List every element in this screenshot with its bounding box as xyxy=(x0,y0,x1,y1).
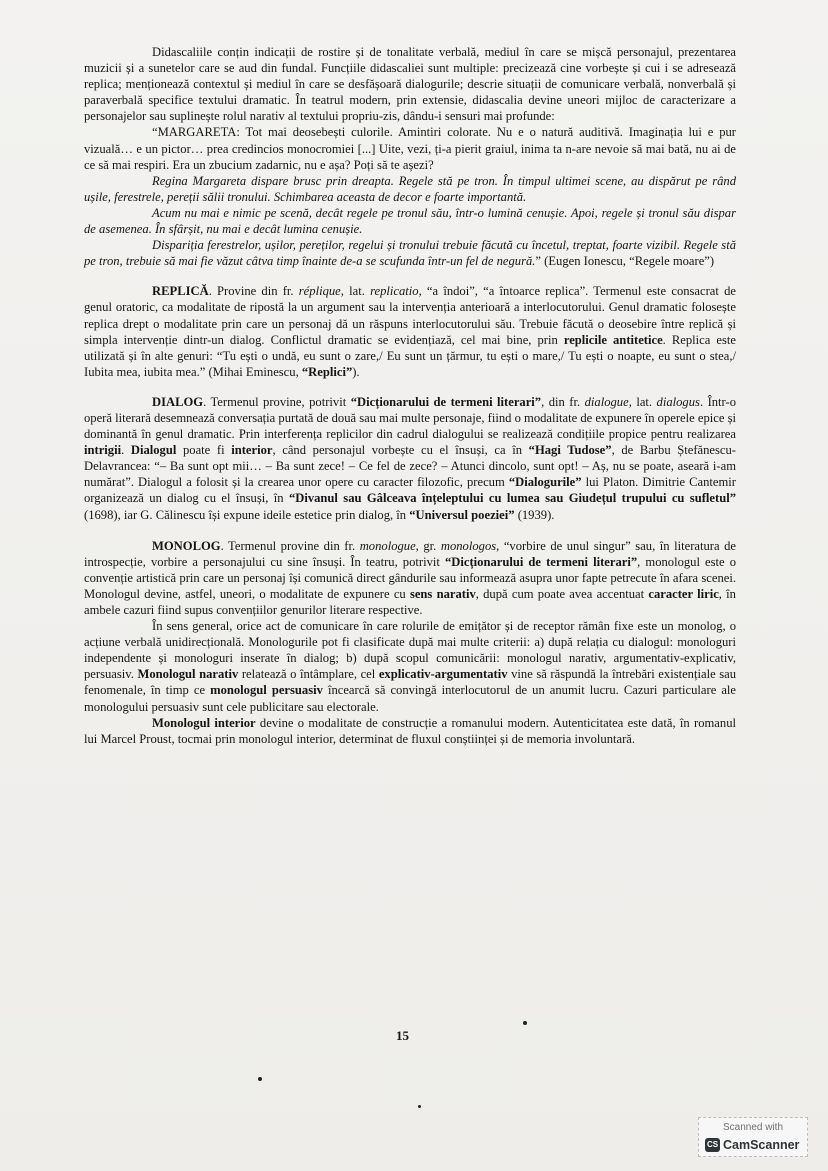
paragraph-sens-general xyxy=(84,618,736,715)
monolog-etymology-1: monologue xyxy=(359,538,416,553)
paragraph-didascalii: Didascaliile conțin indicații de rostire și de tonalitate verbală, mediul în care se mișcă personajul, prezentarea muzicii și a sunetelor care se aud din fundal. Funcțiile didascaliei sunt multiple: precizează cine vorbește și cui i se adresează replica; menționează contextul și mediul în care se desfășoară dialogurile; descrie situații de comunicare verbală, nonverbală și paraverbală specifice textului dramatic. În teatrul modern, prin extensie, didascalia devine uneori mijloc de caracterizare a personajelor sau suplinește rolul narativ al textului propriu-zis, dându-i sensuri mai profunde: xyxy=(84,45,736,124)
term-monolog: MONOLOG xyxy=(152,538,221,553)
scanner-brand-name: CamScanner xyxy=(723,1138,800,1152)
dialog-bold-8: “Universul poeziei” xyxy=(409,507,515,522)
dialog-text-5: . xyxy=(121,443,131,458)
dialog-text-8: , de Barbu Ștefănescu-Delavrancea: “– Ba sunt opt mii… – Ba sunt zece! – Ce fel de zece? – Atunci dincolo, sunt opt! – Aș, nu se poate, aseară i-am numărat”. Dialogul a folosit și la crearea unor opere cu caracter filozofic, precum xyxy=(84,443,736,490)
monolog-interior-text-1: devine o modalitate de construcție a romanului modern. Autenticitatea este dată, în romanul lui Marcel Proust, tocmai prin monologul interior, determinat de fluxul conștiinței și de memoria involuntară. xyxy=(84,715,736,746)
page-text xyxy=(84,44,736,747)
sens-general-bold-3: monologul persuasiv xyxy=(210,683,323,698)
replica-text-3: , “a îndoi”, “a întoarce replica”. Termenul este consacrat de genul oratoric, ca modalitate de ripostă la un argument sau la intervenția anterioară a interlocutorului. Genul dramatic folosește replica drept o modalitate prin care un personaj dă un răspuns interlocutorului său. Trebuie făcută o deosebire între replică și simpla intervenție dintr-un dialog. Conflictul dramatic se evidențiază, cel mai bine, prin xyxy=(84,284,736,347)
sens-general-text-2: relatează o întâmplare, cel xyxy=(238,667,379,682)
paragraph-replica xyxy=(84,283,736,380)
dialog-bold-4: interior xyxy=(231,443,273,458)
paragraph-stage-direction-2: Acum nu mai e nimic pe scenă, decât regele pe tronul său, într-o lumină cenușie. Apoi, regele și tronul său dispar de asemenea. În sfârșit, nu mai e decât lumina cenușie. xyxy=(84,205,736,237)
dialog-bold-1: “Dicționarului de termeni literari” xyxy=(350,394,542,409)
dialog-text-6: poate fi xyxy=(176,443,232,458)
sens-general-text-3: vine să răspundă la întrebări existențiale sau fenomenale, în timp ce xyxy=(84,667,737,698)
scan-speck xyxy=(523,1021,527,1025)
dialog-etymology-2: dialogus xyxy=(656,394,700,409)
paragraph-monolog-interior xyxy=(84,715,736,747)
replica-text-1: . Provine din fr. xyxy=(208,284,299,299)
dialog-text-3: , lat. xyxy=(628,394,657,409)
replica-text-5: ). xyxy=(352,364,360,379)
dialog-etymology-1: dialogue xyxy=(584,394,629,409)
stage-direction-3-text: Dispariția ferestrelor, ușilor, pereților, regelui și tronului trebuie făcută cu încetul, treptat, foarte vizibil. Regele stă pe tron, trebuie să mai fie văzut câtva timp înainte de-a se scufunda într-un fel de negură. xyxy=(84,238,736,269)
monolog-bold-3: caracter liric xyxy=(648,586,719,601)
monolog-text-5: , după cum poate avea accentuat xyxy=(475,586,649,601)
scan-speck xyxy=(258,1077,262,1081)
monolog-etymology-2: monologos xyxy=(440,538,497,553)
paragraph-margareta-quote: “MARGARETA: Tot mai deosebești culorile. Amintiri colorate. Nu e o natură auditivă. Imaginația lui e pur vizuală… e un pictor… prea credincios monocromiei [...] Uite, vezi, ți-a pierit graiul, inima ta n-are nevoie să mai bată, nu ai de ce să mai respiri. Era un zbucium zadarnic, nu e așa? Poți să te așezi? xyxy=(84,125,736,172)
replica-etymology-2: replicatio xyxy=(370,284,419,299)
monolog-bold-2: sens narativ xyxy=(409,586,476,601)
dialog-bold-6: “Dialogurile” xyxy=(508,475,582,490)
monolog-text-4: , monologul este o convenție artistică prin care un personaj își comunică direct gândurile sau informează asupra unor fapte petrecute în afara scenei. Monologul devine, astfel, uneori, o modalitate de expunere cu xyxy=(84,554,736,601)
replica-bold-1: replicile antitetice xyxy=(563,332,663,347)
sens-general-bold-2: explicativ-argumentativ xyxy=(378,667,508,682)
quote-source: ” (Eugen Ionescu, “Regele moare”) xyxy=(535,254,715,269)
replica-text-2: , lat. xyxy=(340,284,371,299)
paragraph-stage-direction-3 xyxy=(84,237,736,269)
dialog-text-9: lui Platon. Dimitrie Cantemir organizează un dialog cu el însuși, în xyxy=(84,475,736,506)
scanner-watermark xyxy=(698,1117,808,1157)
term-replica: REPLICĂ xyxy=(152,284,209,299)
sens-general-bold-1: Monologul narativ xyxy=(137,667,239,682)
sens-general-text-1: În sens general, orice act de comunicare în care rolurile de emițător și de receptor rămân fixe este un monolog, o acțiune verbală unidirecțională. Monologurile pot fi clasificate după mai multe criterii: a) după relația cu dialogul: monologuri independente și monologuri inserate în dialog; b) după scopul comunicării: monologul narativ, argumentativ-explicativ, persuasiv. xyxy=(84,619,736,682)
dialog-text-4: . Într-o operă literară desemnează conversația purtată de două sau mai multe personaje, fiind o modalitate de expunere în operele epice și dominantă în genul dramatic. Prin interferența replicilor din cadrul dialogului se realizează condițiile propice pentru realizarea xyxy=(84,394,736,442)
monolog-bold-1: “Dicționarului de termeni literari” xyxy=(444,554,638,569)
dialog-bold-5: “Hagi Tudose” xyxy=(528,443,612,458)
monolog-text-2: , gr. xyxy=(415,538,441,553)
replica-text-4: . Replica este utilizată și în alte genuri: “Tu ești o undă, eu sunt o zare,/ Eu sunt un țărmur, tu ești o mare,/ Tu ești o noapte, eu sunt o stea,/ Iubita mea, iubita mea.” (Mihai Eminescu, xyxy=(84,332,736,379)
scan-speck xyxy=(418,1105,421,1108)
monolog-interior-bold-1: Monologul interior xyxy=(152,715,256,730)
scanner-watermark-brand xyxy=(705,1137,799,1153)
monolog-text-6: , în ambele cazuri fiind supus convențiilor genurilor literare respective. xyxy=(84,586,736,617)
page-number: 15 xyxy=(396,1028,409,1043)
scanner-watermark-caption: Scanned with xyxy=(722,1122,784,1133)
paragraph-dialog xyxy=(84,394,736,523)
term-dialog: DIALOG xyxy=(152,394,204,409)
replica-bold-2: “Replici” xyxy=(301,364,353,379)
dialog-bold-3: Dialogul xyxy=(130,443,177,458)
monolog-text-1: . Termenul provine din fr. xyxy=(220,538,360,553)
dialog-text-1: . Termenul provine, potrivit xyxy=(203,394,351,409)
dialog-text-10: (1698), iar G. Călinescu își expune ideile estetice prin dialog, în xyxy=(84,507,410,522)
replica-etymology-1: réplique xyxy=(298,284,341,299)
dialog-text-2: , din fr. xyxy=(541,394,585,409)
dialog-bold-7: “Divanul sau Gâlceava înțeleptului cu lumea sau Giudețul trupului cu sufletul” xyxy=(288,491,736,506)
paragraph-stage-direction-1: Regina Margareta dispare brusc prin dreapta. Regele stă pe tron. În timpul ultimei scene, au dispărut pe rând ușile, ferestrele, pereții sălii tronului. Schimbarea aceasta de decor e foarte importantă. xyxy=(84,173,736,204)
monolog-text-3: , “vorbire de unul singur” sau, în literatura de introspecție, vorbire a personajului cu sine însuși. În teatru, potrivit xyxy=(84,538,737,569)
sens-general-text-4: încearcă să convingă interlocutorul de un anumit lucru. Cazuri particulare ale monologului persuasiv sunt cele publicitare sau electorale. xyxy=(84,683,736,714)
dialog-text-7: , când personajul vorbește cu el însuși, ca în xyxy=(272,443,529,458)
camscanner-logo-icon: CS xyxy=(705,1138,720,1152)
dialog-bold-2: intrigii xyxy=(84,443,122,458)
paragraph-monolog xyxy=(84,538,736,618)
dialog-text-11: (1939). xyxy=(514,507,555,522)
